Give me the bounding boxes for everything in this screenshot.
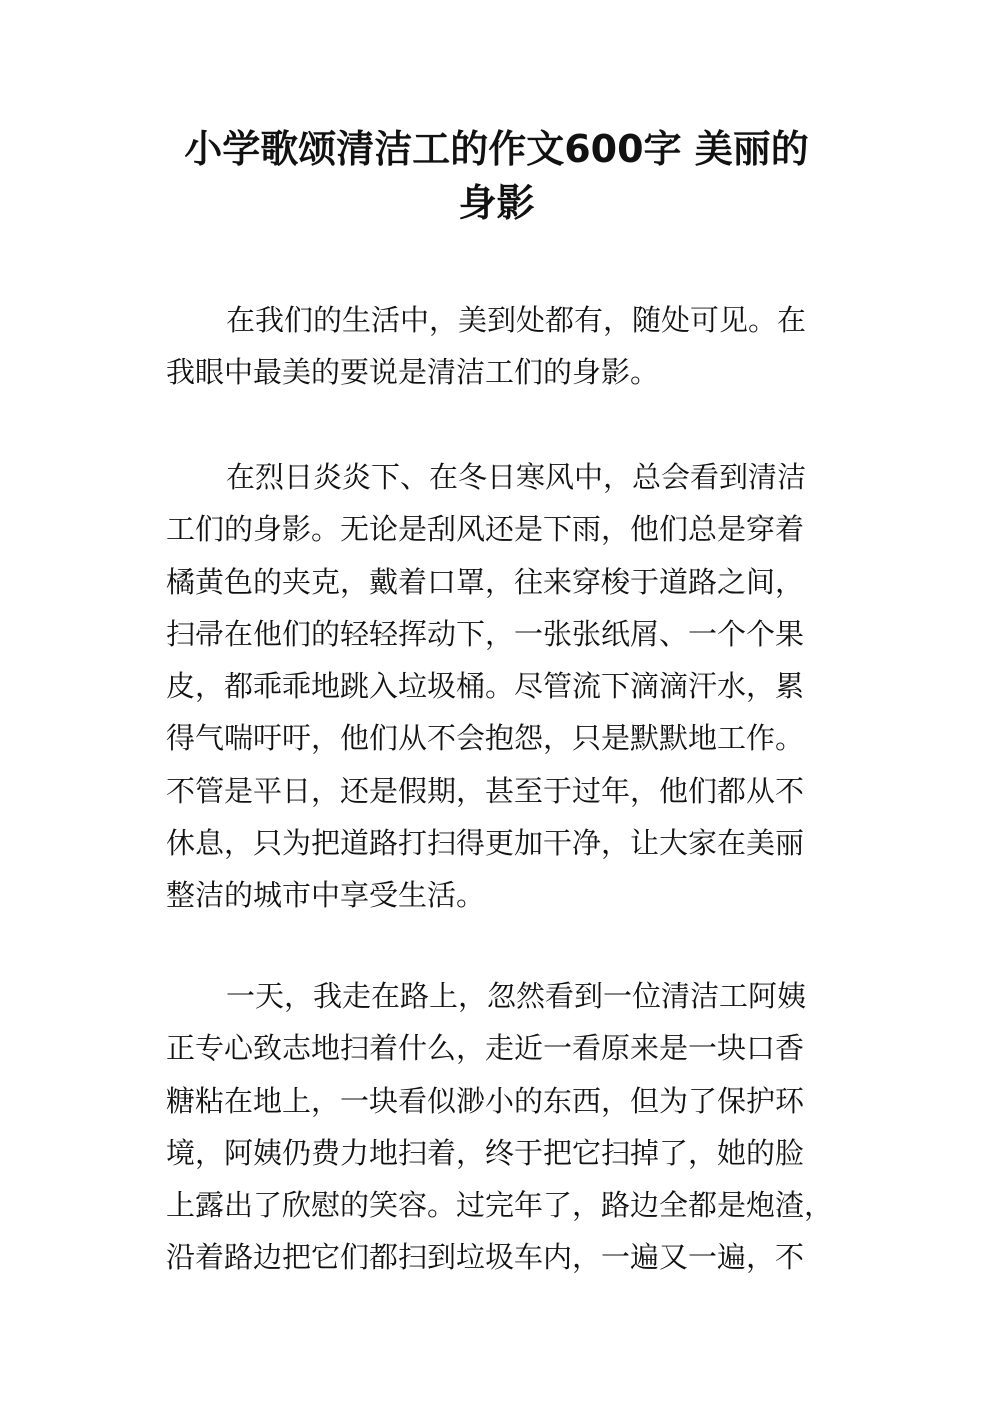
paragraph-1 xyxy=(166,294,838,399)
text-line: 不管是平日，还是假期，甚至于过年，他们都从不 xyxy=(166,773,805,808)
text-line: 工们的身影。无论是刮风还是下雨，他们总是穿着 xyxy=(166,512,805,547)
paragraph-2 xyxy=(166,451,838,922)
text-line: 境，阿姨仍费力地扫着，终于把它扫掉了，她的脸 xyxy=(166,1135,805,1170)
title-line: 身影 xyxy=(458,181,535,225)
text-line: 整洁的城市中享受生活。 xyxy=(166,878,486,913)
text-line: 糖粘在地上，一块看似渺小的东西，但为了保护环 xyxy=(166,1083,805,1118)
text-line: 休息，只为把道路打扫得更加干净，让大家在美丽 xyxy=(166,826,805,861)
text-line: 上露出了欣慰的笑容。过完年了，路边全都是炮渣， xyxy=(166,1188,834,1223)
text-line: 在我们的生活中，美到处都有，随处可见。在 xyxy=(226,303,807,337)
text-line: 沿着路边把它们都扫到垃圾车内，一遍又一遍，不 xyxy=(166,1240,805,1275)
text-line: 我眼中最美的要说是清洁工们的身影。 xyxy=(166,355,660,390)
document-title xyxy=(140,122,853,230)
text-line: 正专心致志地扫着什么，走近一看原来是一块口香 xyxy=(166,1031,805,1066)
text-line: 得气喘吁吁，他们从不会抱怨，只是默默地工作。 xyxy=(166,721,805,756)
text-line: 皮，都乖乖地跳入垃圾桶。尽管流下滴滴汗水，累 xyxy=(166,669,805,704)
text-line: 扫帚在他们的轻轻挥动下，一张张纸屑、一个个果 xyxy=(166,616,805,651)
title-line: 小学歌颂清洁工的作文600字 美丽的 xyxy=(184,127,809,171)
text-line: 橘黄色的夹克，戴着口罩，往来穿梭于道路之间， xyxy=(166,564,805,599)
text-line: 在烈日炎炎下、在冬日寒风中，总会看到清洁 xyxy=(226,460,807,494)
text-line: 一天，我走在路上，忽然看到一位清洁工阿姨 xyxy=(226,979,807,1013)
paragraph-3 xyxy=(166,970,838,1284)
